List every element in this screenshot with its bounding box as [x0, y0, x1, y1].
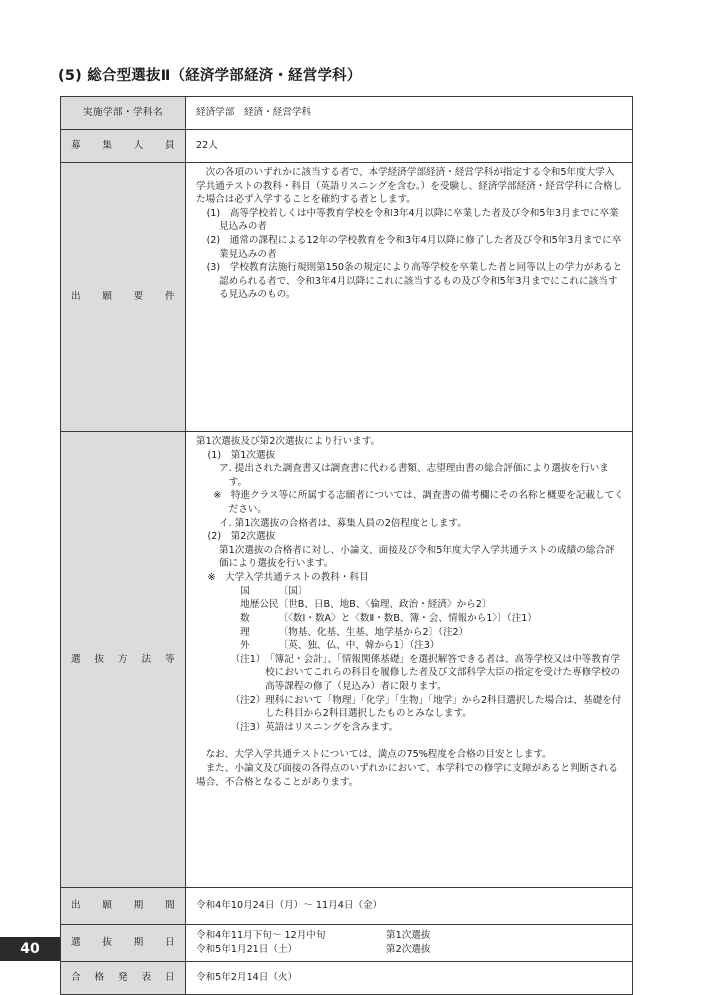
date-text: 令和4年11月下旬～ 12月中旬	[196, 930, 326, 942]
subject-area: 外	[240, 640, 250, 652]
subject-row	[196, 585, 624, 599]
first-selection-note: ※ 特進クラス等に所属する志願者については、調査書の備考欄にその名称と概要を記載してください。	[213, 490, 624, 516]
capacity-label: 募集人員	[61, 130, 186, 163]
subject-row	[196, 639, 624, 653]
stage-text: 第2次選抜	[386, 944, 431, 955]
date-text: 令和5年1月21日（土）	[196, 944, 298, 955]
subject-area: 理	[240, 626, 250, 638]
requirements-intro: 次の各項のいずれかに該当する者で、本学経済学部経済・経営学科が指定する令和5年度大学入学共通テストの教科・科目（英語リスニングを含む。）を受験し、経済学部経済・経営学科に合格した場合は必ず入学することを確約する者とします。	[196, 167, 623, 206]
subject-note	[196, 721, 624, 735]
note-mark: （注1）	[230, 653, 266, 665]
table-row	[61, 163, 633, 432]
second-selection-heading: (2) 第2次選抜	[207, 531, 276, 543]
requirements-label: 出願要件	[61, 163, 186, 432]
period-label: 出願期間	[61, 888, 186, 925]
subject-detail: 〔世B、日B、地B、〈倫理、政治・経済〉から2〕	[278, 599, 492, 611]
note-text: 理科において「物理」「化学」「生物」「地学」から2科目選択した場合は、基礎を付した科目から2科目選択したものとみなします。	[265, 694, 622, 720]
selection-label: 選抜方法等	[61, 432, 186, 888]
date-line	[196, 929, 624, 943]
subject-row	[196, 598, 624, 612]
dept-value: 経済学部 経済・経営学科	[186, 97, 633, 130]
table-row	[61, 962, 633, 995]
subject-row	[196, 612, 624, 626]
period-value: 令和4年10月24日（月）～ 11月4日（金）	[186, 888, 633, 925]
selection-closing-1: なお、大学入学共通テストについては、満点の75%程度を合格の目安とします。	[205, 749, 552, 761]
table-row	[61, 97, 633, 130]
requirements-value	[186, 163, 633, 432]
subject-area: 数	[240, 612, 250, 624]
first-selection-a: ア. 提出された調査書又は調査書に代わる書類、志望理由書の総合評価により選抜を行います。	[219, 463, 609, 488]
note-text: 英語はリスニングを含みます。	[265, 721, 399, 733]
table-row	[61, 888, 633, 925]
subject-detail: 〔国〕	[278, 585, 308, 597]
subject-area: 国	[240, 585, 250, 597]
page-number: 40	[0, 937, 60, 961]
subject-detail: 〔〈数Ⅰ・数A〉と〈数Ⅱ・数B、簿・会、情報から1〉〕（注1）	[278, 612, 537, 624]
subject-note	[196, 694, 624, 721]
subjects-heading: ※ 大学入学共通テストの教科・科目	[207, 572, 369, 584]
table-row	[61, 130, 633, 163]
dates-value	[186, 925, 633, 962]
requirement-item: (1) 高等学校若しくは中等教育学校を令和3年4月以降に卒業した者及び令和5年3月までに卒業見込みの者	[206, 207, 619, 233]
requirement-item: (3) 学校教育法施行規則第150条の規定により高等学校を卒業した者と同等以上の学力があると認められる者で、令和3年4月以降にこれに該当するもの及び令和5年3月までにこれに該当する見込みのもの。	[206, 262, 623, 301]
subject-detail: 〔物基、化基、生基、地学基から2〕（注2）	[278, 626, 469, 638]
requirement-item: (2) 通常の課程による12年の学校教育を令和3年4月以降に修了した者及び令和5年3月までに卒業見込みの者	[206, 235, 622, 260]
date-line	[196, 943, 624, 957]
admission-requirements-table	[60, 96, 633, 995]
subject-detail: 〔英、独、仏、中、韓から1〕（注3）	[278, 640, 440, 652]
subject-area: 地歴公民	[240, 599, 279, 611]
announce-value: 令和5年2月14日（火）	[186, 962, 633, 995]
selection-lead: 第1次選抜及び第2次選抜により行います。	[196, 436, 381, 447]
stage-text: 第1次選抜	[386, 930, 431, 942]
note-text: 「簿記・会計」、「情報関係基礎」を選択解答できる者は、高等学校又は中等教育学校においてこれらの科目を履修した者及び文部科学大臣の指定を受けた専修学校の高等課程の修了（見込み）者に限ります。	[265, 653, 621, 692]
capacity-value: 22人	[186, 130, 633, 163]
first-selection-heading: (1) 第1次選抜	[207, 449, 276, 461]
note-mark: （注2）	[230, 694, 266, 706]
subject-note	[196, 653, 624, 694]
section-title: (5) 総合型選抜Ⅱ（経済学部経済・経営学科）	[58, 68, 362, 84]
subject-row	[196, 626, 624, 640]
first-selection-i: イ. 第1次選抜の合格者は、募集人員の2倍程度とします。	[219, 517, 467, 529]
dates-label: 選抜期日	[61, 925, 186, 962]
table-row	[61, 432, 633, 888]
selection-closing-2: また、小論文及び面接の各得点のいずれかにおいて、本学科での修学に支障があると判断される場合、不合格となることがあります。	[196, 763, 618, 788]
dept-label: 実施学部・学科名	[61, 97, 186, 130]
announce-label: 合格発表日	[61, 962, 186, 995]
note-mark: （注3）	[230, 721, 266, 733]
table-row	[61, 925, 633, 962]
second-selection-body: 第1次選抜の合格者に対し、小論文、面接及び令和5年度大学入学共通テストの成績の総合評価により選抜を行います。	[219, 544, 615, 570]
selection-value	[186, 432, 633, 888]
spacer	[196, 734, 624, 748]
